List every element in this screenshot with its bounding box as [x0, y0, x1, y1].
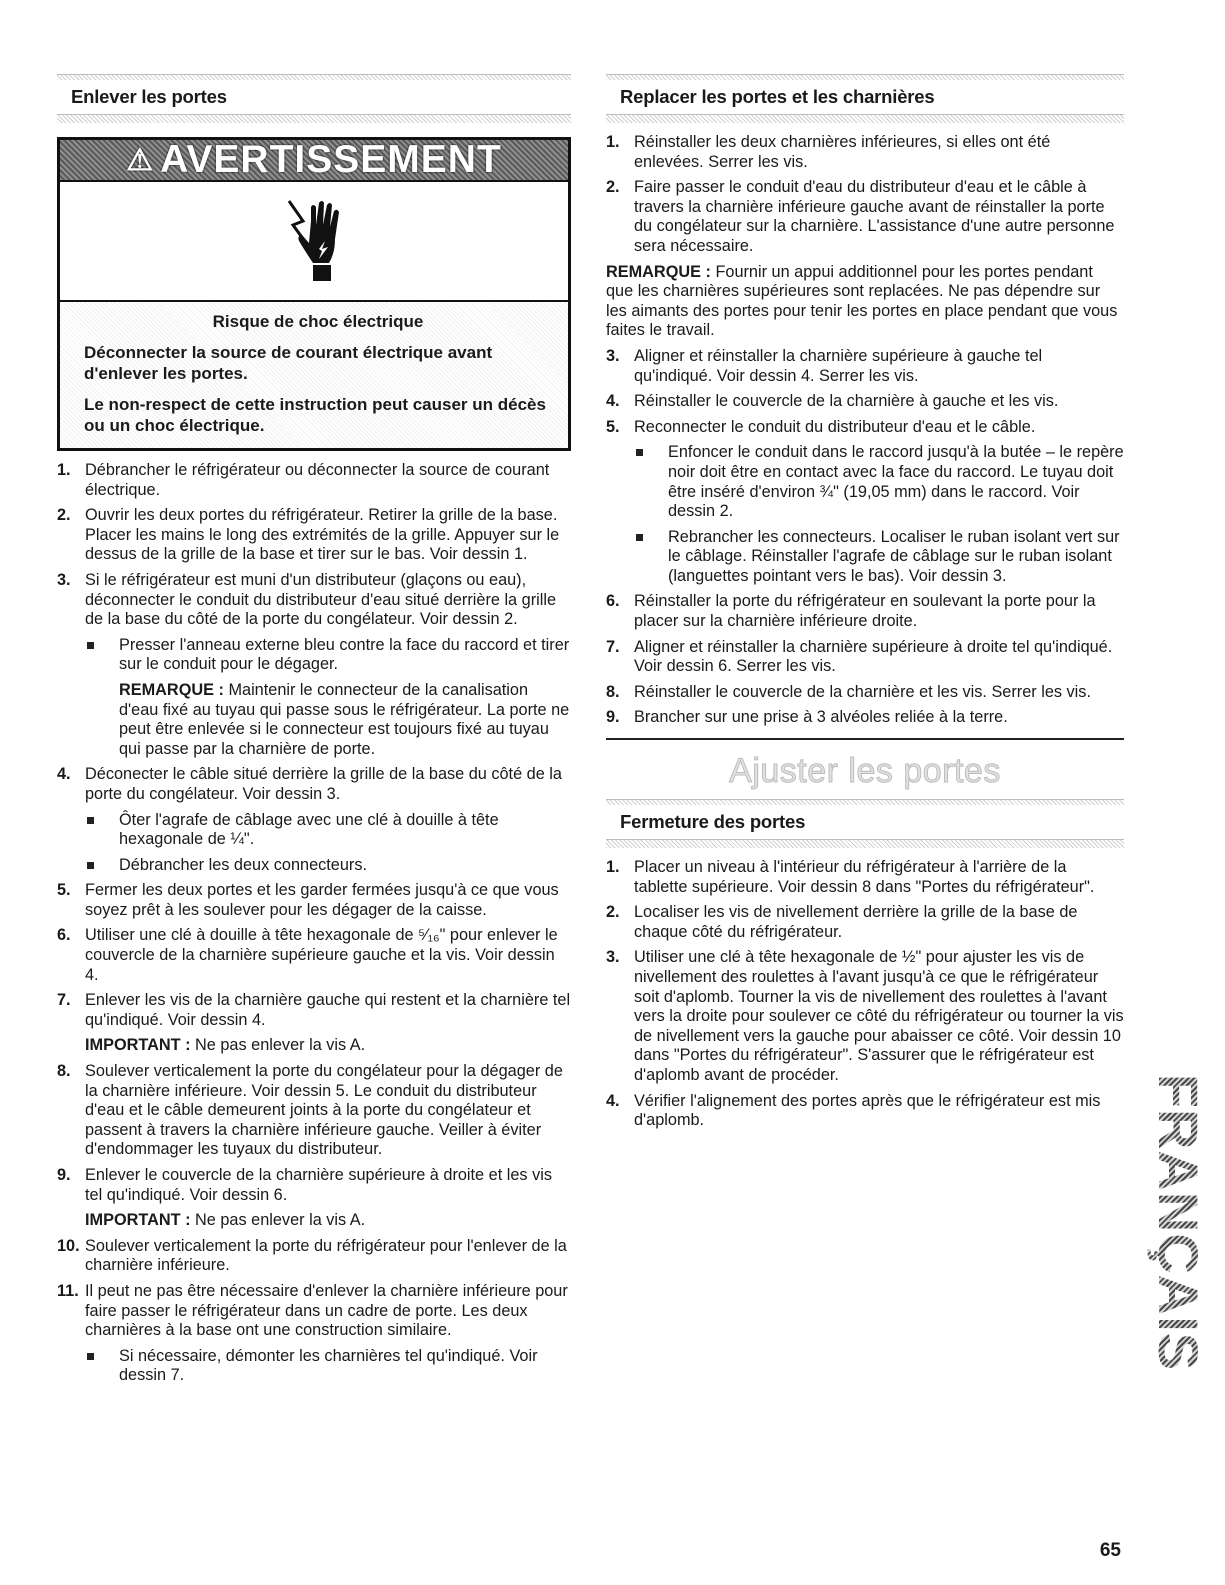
step-item: 7. Enlever les vis de la charnière gauche qui restent et la charnière tel qu'indiqué. Voir dessin 4. IMPORTANT : Ne pas enlever la vis A.	[57, 991, 571, 1055]
important-note: IMPORTANT : Ne pas enlever la vis A.	[85, 1211, 366, 1230]
replace-steps	[606, 347, 1124, 728]
step-item: 4. Réinstaller le couvercle de la charnière à gauche et les vis.	[606, 392, 1059, 411]
right-column	[606, 74, 1124, 1137]
step-item: 3. Aligner et réinstaller la charnière supérieure à gauche tel qu'indiqué. Voir dessin 4. Serrer les vis.	[606, 346, 1043, 385]
step-item: 8. Soulever verticalement la porte du congélateur pour la dégager de la charnière inférieure. Voir dessin 5. Le conduit du distributeur d'eau et le câble demeurent joints à la porte du congélateur et passent à travers la charnière inférieure gauche. Veiller à éviter d'endommager les tuyaux du distributeur.	[57, 1062, 563, 1159]
bullet-list	[85, 1347, 571, 1386]
note: REMARQUE : Maintenir le connecteur de la canalisation d'eau fixé au tuyau qui passe sous le réfrigérateur. La porte ne peut être enlevée si le connecteur est toujours fixé au tuyau qui passe par la charnière de porte.	[119, 680, 570, 758]
language-side-tab	[1147, 1072, 1211, 1372]
warning-line: Déconnecter la source de courant électrique avant d'enlever les portes.	[84, 343, 493, 383]
electric-shock-hand-icon	[60, 180, 568, 302]
section-heading: Fermeture des portes	[620, 811, 806, 833]
step-item: 4. Vérifier l'alignement des portes après que le réfrigérateur est mis d'aplomb.	[606, 1091, 1101, 1130]
step-item: 11. Il peut ne pas être nécessaire d'enlever la charnière inférieure pour faire passer le réfrigérateur dans un cadre de porte. Les deux charnières à la base ont une construction similaire. Si nécessaire, démonter les charnières tel qu'indiqué. Voir dessin 7.	[57, 1282, 571, 1386]
bullet-item: Rebrancher les connecteurs. Localiser le ruban isolant vert sur le câblage. Réinstaller l'agrafe de câblage sur le ruban isolant (languettes pointant vers le bas). Voir dessin 3.	[634, 528, 1124, 587]
step-item: 2. Ouvrir les deux portes du réfrigérateur. Retirer la grille de la base. Placer les mains le long des extrémités de la grille. Appuyer sur le dessus de la grille de la base et tirer sur le bas. Voir dessin 1.	[57, 506, 560, 564]
page-number: 65	[1099, 1540, 1121, 1561]
note: REMARQUE : Fournir un appui additionnel pour les portes pendant que les charnières supérieures sont replacées. Ne pas dépendre sur les aimants des portes pour tenir les portes en place pendant que vous faites le travail.	[606, 262, 1118, 340]
step-item: 4. Déconecter le câble situé derrière la grille de la base du côté de la porte du congélateur. Voir dessin 3. Ôter l'agrafe de câblage avec une clé à douille à tête hexagonale de ¼". Débrancher les deux connecteurs.	[57, 765, 571, 875]
language-label: FRANÇAIS	[1147, 1073, 1211, 1371]
warning-risk: Risque de choc électrique	[212, 312, 424, 331]
step-item: 2. Localiser les vis de nivellement derrière la grille de la base de chaque côté du réfrigérateur.	[606, 903, 1078, 941]
warning-line: Le non-respect de cette instruction peut causer un décès ou un choc électrique.	[84, 395, 546, 435]
section-heading: Enlever les portes	[71, 86, 227, 107]
step-item: 2. Faire passer le conduit d'eau du distributeur d'eau et le câble à travers la charnière inférieure gauche avant de réinstaller la porte du congélateur sur la charnière. L'assistance d'une autre personne sera nécessaire.	[606, 178, 1115, 255]
step-item: 3. Utiliser une clé à tête hexagonale de ½" pour ajuster les vis de nivellement des roulettes à l'avant jusqu'à ce que le réfrigérateur soit d'aplomb. Tourner la vis de nivellement des roulettes à l'avant vers la droite pour soulever ce côté du réfrigérateur ou tourner la vis de nivellement vers la gauche pour abaisser ce côté. Voir dessin 10 dans "Portes du réfrigérateur". S'assurer que le réfrigérateur est d'aplomb avant de procéder.	[606, 948, 1124, 1084]
bullet-list	[634, 443, 1124, 586]
step-item: 5. Reconnecter le conduit du distributeur d'eau et le câble. Enfoncer le conduit dans le raccord jusqu'à la butée – le repère noir doit être en contact avec la face du raccord. Le tuyau doit être inséré d'environ ¾" (19,05 mm) dans le raccord. Voir dessin 2. Rebrancher les connecteurs. Localiser le ruban isolant vert sur le câblage. Réinstaller l'agrafe de câblage sur le ruban isolant (languettes pointant vers le bas). Voir dessin 3.	[606, 417, 1124, 585]
bullet-item: Presser l'anneau externe bleu contre la face du raccord et tirer sur le conduit pour le dégager. REMARQUE : Maintenir le connecteur de la canalisation d'eau fixé au tuyau qui passe sous le réfrigérateur. La porte ne peut être enlevée si le connecteur est toujours fixé au tuyau qui passe par la charnière de porte.	[85, 636, 571, 760]
step-item: 6. Réinstaller la porte du réfrigérateur en soulevant la porte pour la placer sur la charnière inférieure droite.	[606, 592, 1096, 631]
bullet-list	[85, 811, 571, 876]
warning-triangle-icon: ⚠	[126, 143, 155, 177]
replace-steps	[606, 133, 1124, 257]
warning-text	[60, 302, 568, 448]
step-item: 10. Soulever verticalement la porte du réfrigérateur pour l'enlever de la charnière inférieure.	[57, 1236, 567, 1275]
step-item: 1. Placer un niveau à l'intérieur du réfrigérateur à l'arrière de la tablette supérieure. Voir dessin 8 dans "Portes du réfrigérateur".	[606, 858, 1095, 896]
header-rule	[606, 839, 1124, 848]
bullet-item: Débrancher les deux connecteurs.	[85, 856, 571, 876]
warning-box	[57, 137, 571, 451]
left-column	[57, 74, 571, 1392]
header-rule	[57, 114, 571, 123]
step-item: 7. Aligner et réinstaller la charnière supérieure à droite tel qu'indiqué. Voir dessin 6. Serrer les vis.	[606, 637, 1113, 676]
warning-title: AVERTISSEMENT	[160, 138, 502, 181]
step-item: 9. Enlever le couvercle de la charnière supérieure à droite et les vis tel qu'indiqué. Voir dessin 6. IMPORTANT : Ne pas enlever la vis A.	[57, 1166, 571, 1231]
warning-title-bar	[60, 140, 568, 180]
section-divider	[606, 738, 1124, 740]
bullet-item: Enfoncer le conduit dans le raccord jusqu'à la butée – le repère noir doit être en contact avec la face du raccord. Le tuyau doit être inséré d'environ ¾" (19,05 mm) dans le raccord. Voir dessin 2.	[634, 443, 1124, 521]
removal-steps	[57, 461, 571, 1386]
bullet-list	[85, 636, 571, 760]
step-item: 1. Débrancher le réfrigérateur ou déconnecter la source de courant électrique.	[57, 461, 550, 499]
closing-steps	[606, 858, 1124, 1131]
step-item: 6. Utiliser une clé à douille à tête hexagonale de ⁵⁄₁₆" pour enlever le couvercle de la charnière supérieure gauche et la vis. Voir dessin 4.	[57, 926, 558, 984]
step-item: 8. Réinstaller le couvercle de la charnière et les vis. Serrer les vis.	[606, 682, 1091, 701]
step-item: 1. Réinstaller les deux charnières inférieures, si elles ont été enlevées. Serrer les vis.	[606, 133, 1051, 171]
header-rule	[606, 114, 1124, 123]
step-item: 9. Brancher sur une prise à 3 alvéoles reliée à la terre.	[606, 708, 1008, 727]
important-note: IMPORTANT : Ne pas enlever la vis A.	[85, 1036, 366, 1055]
section-heading: Replacer les portes et les charnières	[620, 86, 935, 107]
bullet-item: Si nécessaire, démonter les charnières tel qu'indiqué. Voir dessin 7.	[85, 1347, 571, 1386]
step-item: 5. Fermer les deux portes et les garder fermées jusqu'à ce que vous soyez prêt à les soulever pour les dégager de la caisse.	[57, 881, 559, 919]
section-title: Ajuster les portes	[729, 752, 1001, 791]
bullet-item: Ôter l'agrafe de câblage avec une clé à douille à tête hexagonale de ¼".	[85, 811, 571, 850]
step-item: 3. Si le réfrigérateur est muni d'un distributeur (glaçons ou eau), déconnecter le conduit du distributeur d'eau situé derrière la grille de la base du côté de la porte du congélateur. Voir dessin 2. Presser l'anneau externe bleu contre la face du raccord et tirer sur le conduit pour le dégager. REMARQUE : Maintenir le connecteur de la canalisation d'eau fixé au tuyau qui passe sous le réfrigérateur. La porte ne peut être enlevée si le connecteur est toujours fixé au tuyau qui passe par la charnière de porte.	[57, 570, 570, 758]
